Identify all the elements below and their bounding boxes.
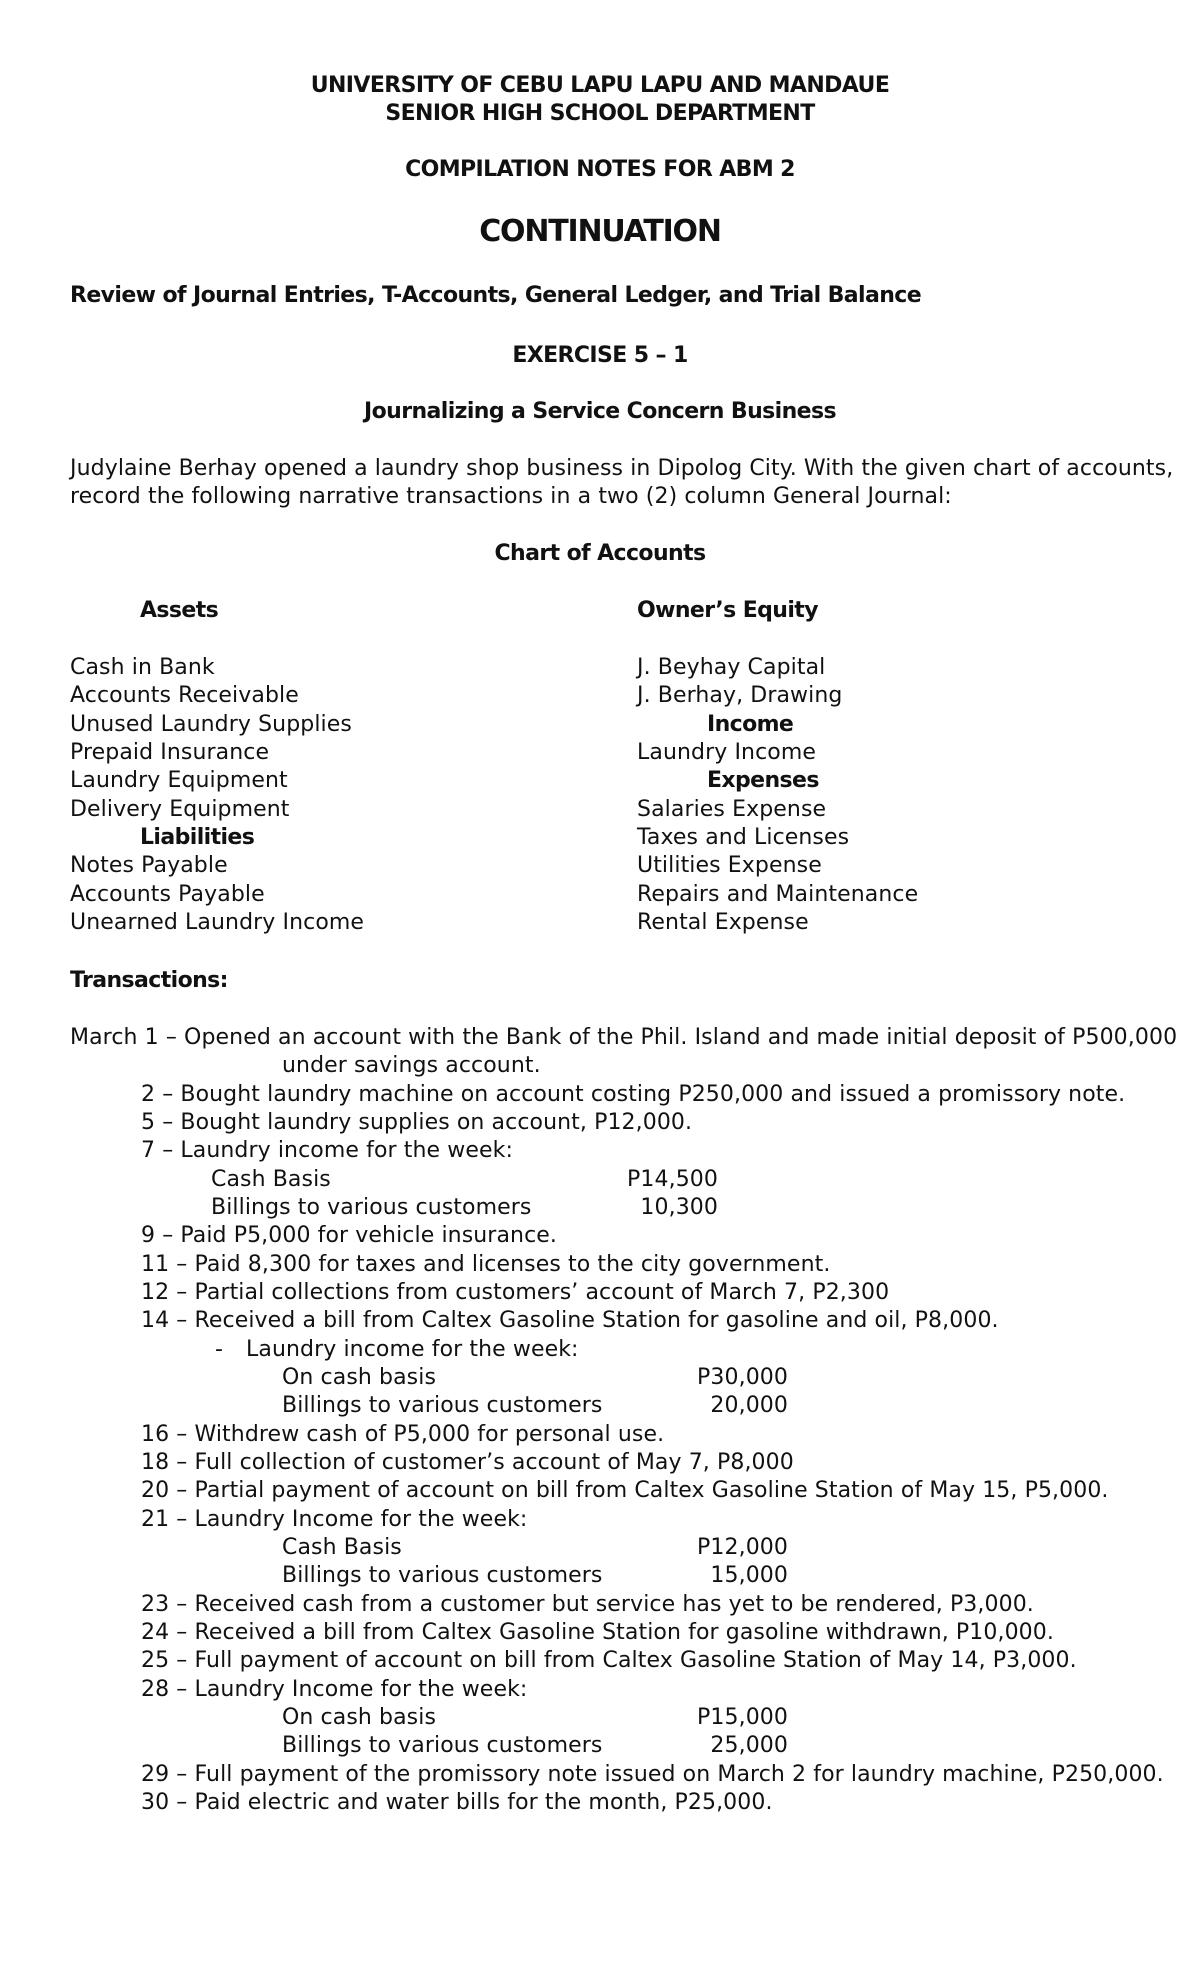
transaction-detail-amount: 10,300 (640, 1195, 718, 1220)
transaction-line: 9 – Paid P5,000 for vehicle insurance. (141, 1223, 557, 1248)
section-title: Review of Journal Entries, T-Accounts, General Ledger, and Trial Balance (70, 283, 922, 308)
account-accounts-payable: Accounts Payable (70, 882, 265, 907)
transaction-line: 21 – Laundry Income for the week: (141, 1507, 528, 1532)
transaction-line: 2 – Bought laundry machine on account costing P250,000 and issued a promissory note. (141, 1082, 1126, 1107)
transaction-dash: - (215, 1337, 224, 1362)
account-laundry-income: Laundry Income (637, 740, 817, 765)
transaction-detail-label: Billings to various customers (282, 1733, 603, 1758)
transaction-line: 23 – Received cash from a customer but service has yet to be rendered, P3,000. (141, 1592, 1034, 1617)
transaction-detail-amount: P12,000 (697, 1535, 788, 1560)
transaction-detail-label: Billings to various customers (211, 1195, 532, 1220)
transaction-line: 20 – Partial payment of account on bill from Caltex Gasoline Station of May 15, P5,000. (141, 1478, 1109, 1503)
intro-line-2: record the following narrative transactions in a two (2) column General Journal: (70, 484, 952, 509)
transaction-detail-amount: P15,000 (697, 1705, 788, 1730)
account-taxes-and-licenses: Taxes and Licenses (637, 825, 850, 850)
account-rental-expense: Rental Expense (637, 910, 809, 935)
transaction-line: 18 – Full collection of customer’s account of May 7, P8,000 (141, 1450, 794, 1475)
account-accounts-receivable: Accounts Receivable (70, 683, 299, 708)
transaction-line: 7 – Laundry income for the week: (141, 1138, 513, 1163)
transaction-detail-label: Billings to various customers (282, 1393, 603, 1418)
transaction-detail-label: Billings to various customers (282, 1563, 603, 1588)
income-heading: Income (707, 712, 794, 737)
department-name: SENIOR HIGH SCHOOL DEPARTMENT (385, 101, 815, 126)
account-prepaid-insurance: Prepaid Insurance (70, 740, 270, 765)
transaction-line: Laundry income for the week: (246, 1337, 579, 1362)
transaction-line: 5 – Bought laundry supplies on account, P12,000. (141, 1110, 693, 1135)
transaction-detail-amount: 20,000 (710, 1393, 788, 1418)
account-repairs-and-maintenance: Repairs and Maintenance (637, 882, 919, 907)
transaction-line: 16 – Withdrew cash of P5,000 for personal use. (141, 1422, 665, 1447)
account-laundry-equipment: Laundry Equipment (70, 768, 288, 793)
exercise-title: Journalizing a Service Concern Business (364, 399, 836, 424)
transaction-line: 29 – Full payment of the promissory note issued on March 2 for laundry machine, P250,000. (141, 1762, 1164, 1787)
continuation-title: CONTINUATION (479, 214, 721, 249)
transaction-line: 28 – Laundry Income for the week: (141, 1677, 528, 1702)
account-cash-in-bank: Cash in Bank (70, 655, 215, 680)
account-salaries-expense: Salaries Expense (637, 797, 827, 822)
transaction-detail-amount: P30,000 (697, 1365, 788, 1390)
account-unused-laundry-supplies: Unused Laundry Supplies (70, 712, 352, 737)
transaction-detail-label: On cash basis (282, 1365, 437, 1390)
transaction-line: 11 – Paid 8,300 for taxes and licenses to the city government. (141, 1252, 831, 1277)
expenses-heading: Expenses (707, 768, 819, 793)
notes-title: COMPILATION NOTES FOR ABM 2 (405, 157, 795, 182)
account-delivery-equipment: Delivery Equipment (70, 797, 290, 822)
transaction-detail-label: Cash Basis (282, 1535, 402, 1560)
transaction-line: 14 – Received a bill from Caltex Gasoline Station for gasoline and oil, P8,000. (141, 1308, 999, 1333)
account-utilities-expense: Utilities Expense (637, 853, 822, 878)
account-capital: J. Beyhay Capital (637, 655, 826, 680)
account-drawing: J. Berhay, Drawing (637, 683, 843, 708)
transaction-detail-amount: P14,500 (627, 1167, 718, 1192)
transaction-detail-amount: 15,000 (710, 1563, 788, 1588)
liabilities-heading: Liabilities (140, 825, 255, 850)
account-unearned-laundry-income: Unearned Laundry Income (70, 910, 365, 935)
transaction-detail-label: On cash basis (282, 1705, 437, 1730)
transaction-line: March 1 – Opened an account with the Bank of the Phil. Island and made initial deposit of P500,000 (70, 1025, 1178, 1050)
transaction-line: 24 – Received a bill from Caltex Gasoline Station for gasoline withdrawn, P10,000. (141, 1620, 1054, 1645)
university-name: UNIVERSITY OF CEBU LAPU LAPU AND MANDAUE (310, 73, 890, 98)
assets-heading: Assets (140, 598, 219, 623)
chart-title: Chart of Accounts (494, 541, 706, 566)
equity-heading: Owner’s Equity (637, 598, 818, 623)
transaction-detail-label: Cash Basis (211, 1167, 331, 1192)
transaction-line: 30 – Paid electric and water bills for the month, P25,000. (141, 1790, 773, 1815)
transaction-line: 25 – Full payment of account on bill from Caltex Gasoline Station of May 14, P3,000. (141, 1648, 1077, 1673)
transaction-line: under savings account. (282, 1053, 541, 1078)
transaction-line: 12 – Partial collections from customers’ account of March 7, P2,300 (141, 1280, 890, 1305)
transaction-detail-amount: 25,000 (710, 1733, 788, 1758)
intro-line-1: Judylaine Berhay opened a laundry shop business in Dipolog City. With the given chart of accounts, (70, 456, 1174, 481)
account-notes-payable: Notes Payable (70, 853, 228, 878)
exercise-number: EXERCISE 5 – 1 (512, 343, 688, 368)
transactions-heading: Transactions: (70, 968, 228, 993)
